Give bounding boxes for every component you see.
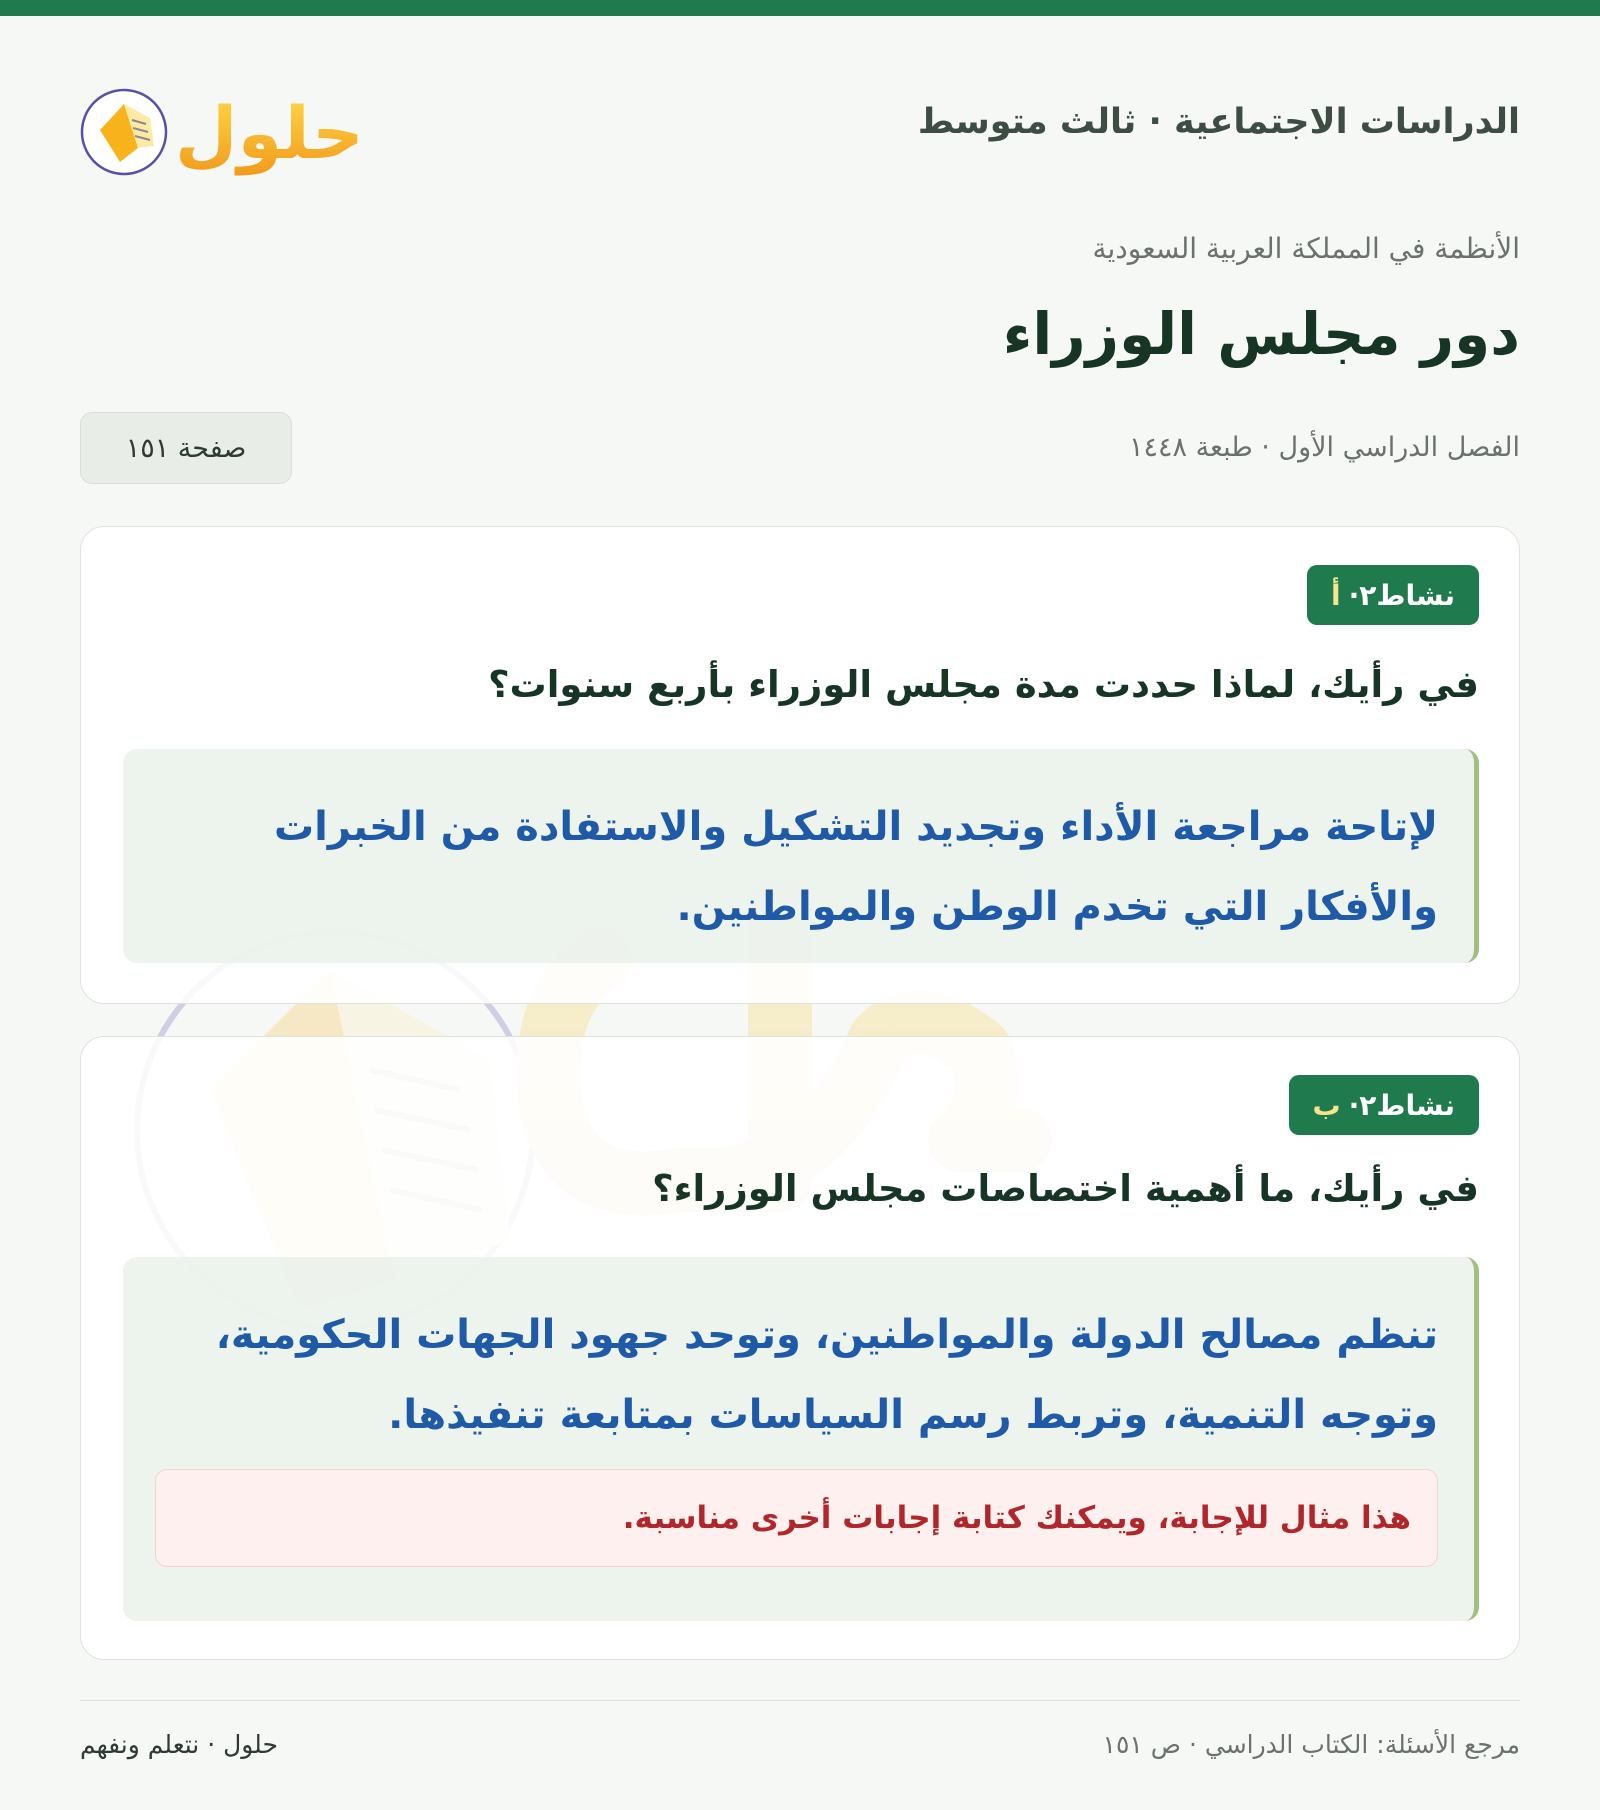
activity-tag — [1289, 1075, 1479, 1135]
footer-reference: مرجع الأسئلة: الكتاب الدراسي · ص ١٥١ — [1102, 1730, 1520, 1759]
page-header — [80, 70, 1520, 190]
activity-tag — [1307, 565, 1479, 625]
activity-tag-letter: ب — [1312, 1088, 1341, 1122]
halool-logo — [80, 70, 370, 180]
lesson-title: دور مجلس الوزراء — [1002, 300, 1520, 368]
activity-question: في رأيك، لماذا حددت مدة مجلس الوزراء بأربع سنوات؟ — [488, 663, 1479, 706]
answer-box — [123, 749, 1479, 963]
term-edition: الفصل الدراسي الأول · طبعة ١٤٤٨ — [1128, 432, 1520, 463]
top-accent-bar — [0, 0, 1600, 16]
footer-divider — [80, 1700, 1520, 1701]
svg-text:حلول: حلول — [175, 91, 364, 175]
activity-card — [80, 1036, 1520, 1660]
subject-grade-title: الدراسات الاجتماعية · ثالث متوسط — [917, 102, 1520, 142]
page-number-badge: صفحة ١٥١ — [80, 412, 292, 484]
answer-text: تنظم مصالح الدولة والمواطنين، وتوحد جهود الجهات الحكومية، وتوجه التنمية، وتربط رسم السياسات بمتابعة تنفيذها. — [215, 1312, 1438, 1438]
answer-text: لإتاحة مراجعة الأداء وتجديد التشكيل والاستفادة من الخبرات والأفكار التي تخدم الوطن والمواطنين. — [273, 804, 1438, 930]
book-circle-icon — [82, 90, 166, 174]
activity-tag-letter: أ — [1331, 578, 1341, 612]
activity-tag-label: نشاط٢· — [1348, 578, 1455, 612]
unit-title: الأنظمة في المملكة العربية السعودية — [1092, 232, 1520, 265]
activity-question: في رأيك، ما أهمية اختصاصات مجلس الوزراء؟ — [652, 1167, 1479, 1210]
footer-brand: حلول · نتعلم ونفهم — [80, 1730, 278, 1759]
sample-answer-note: هذا مثال للإجابة، ويمكنك كتابة إجابات أخرى مناسبة. — [155, 1469, 1438, 1567]
answer-box — [123, 1257, 1479, 1621]
activity-tag-label: نشاط٢· — [1348, 1088, 1455, 1122]
activity-card — [80, 526, 1520, 1004]
